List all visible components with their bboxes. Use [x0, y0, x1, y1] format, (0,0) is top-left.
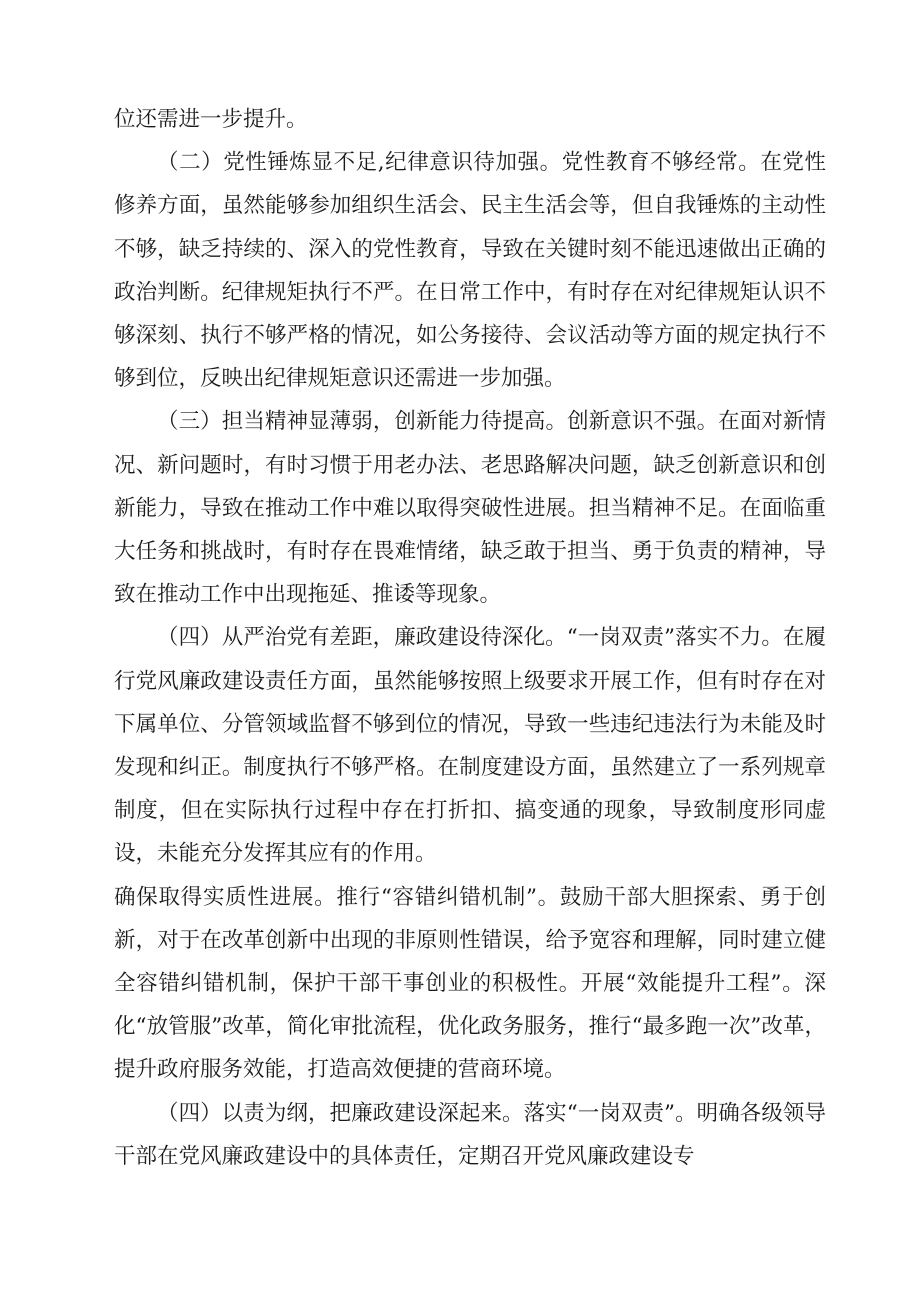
paragraph-continuation: 位还需进一步提升。	[114, 107, 308, 132]
paragraph-measure-4: （四）以责为纲，把廉政建设深起来。落实“一岗双责”。明确各级领导干部在党风廉政建设中的具体责任，定期召开党风廉政建设专	[114, 1100, 826, 1169]
paragraph-section-4: （四）从严治党有差距，廉政建设待深化。“一岗双责”落实不力。在履行党风廉政建设责任方面，虽然能够按照上级要求开展工作，但有时存在对下属单位、分管领域监督不够到位的情况，导致一些违纪违法行为未能及时发现和纠正。制度执行不够严格。在制度建设方面，虽然建立了一系列规章制度，但在实际执行过程中存在打折扣、搞变通的现象，导致制度形同虚设，未能充分发挥其应有的作用。	[114, 625, 826, 867]
paragraph-measures-continuation: 确保取得实质性进展。推行“容错纠错机制”。鼓励干部大胆探索、勇于创新，对于在改革创新中出现的非原则性错误，给予宽容和理解，同时建立健全容错纠错机制，保护干部干事创业的积极性。开展“效能提升工程”。深化“放管服”改革，简化审批流程，优化政务服务，推行“最多跑一次”改革，提升政府服务效能，打造高效便捷的营商环境。	[114, 884, 826, 1083]
document-body	[114, 98, 826, 1178]
paragraph-section-3: （三）担当精神显薄弱，创新能力待提高。创新意识不强。在面对新情况、新问题时，有时习惯于用老办法、老思路解决问题，缺乏创新意识和创新能力，导致在推动工作中难以取得突破性进展。担当精神不足。在面临重大任务和挑战时，有时存在畏难情绪，缺乏敢于担当、勇于负责的精神，导致在推动工作中出现拖延、推诿等现象。	[114, 409, 826, 608]
paragraph-section-2: （二）党性锤炼显不足,纪律意识待加强。党性教育不够经常。在党性修养方面，虽然能够参加组织生活会、民主生活会等，但自我锤炼的主动性不够，缺乏持续的、深入的党性教育，导致在关键时刻不能迅速做出正确的政治判断。纪律规矩执行不严。在日常工作中，有时存在对纪律规矩认识不够深刻、执行不够严格的情况，如公务接待、会议活动等方面的规定执行不够到位，反映出纪律规矩意识还需进一步加强。	[114, 150, 826, 392]
